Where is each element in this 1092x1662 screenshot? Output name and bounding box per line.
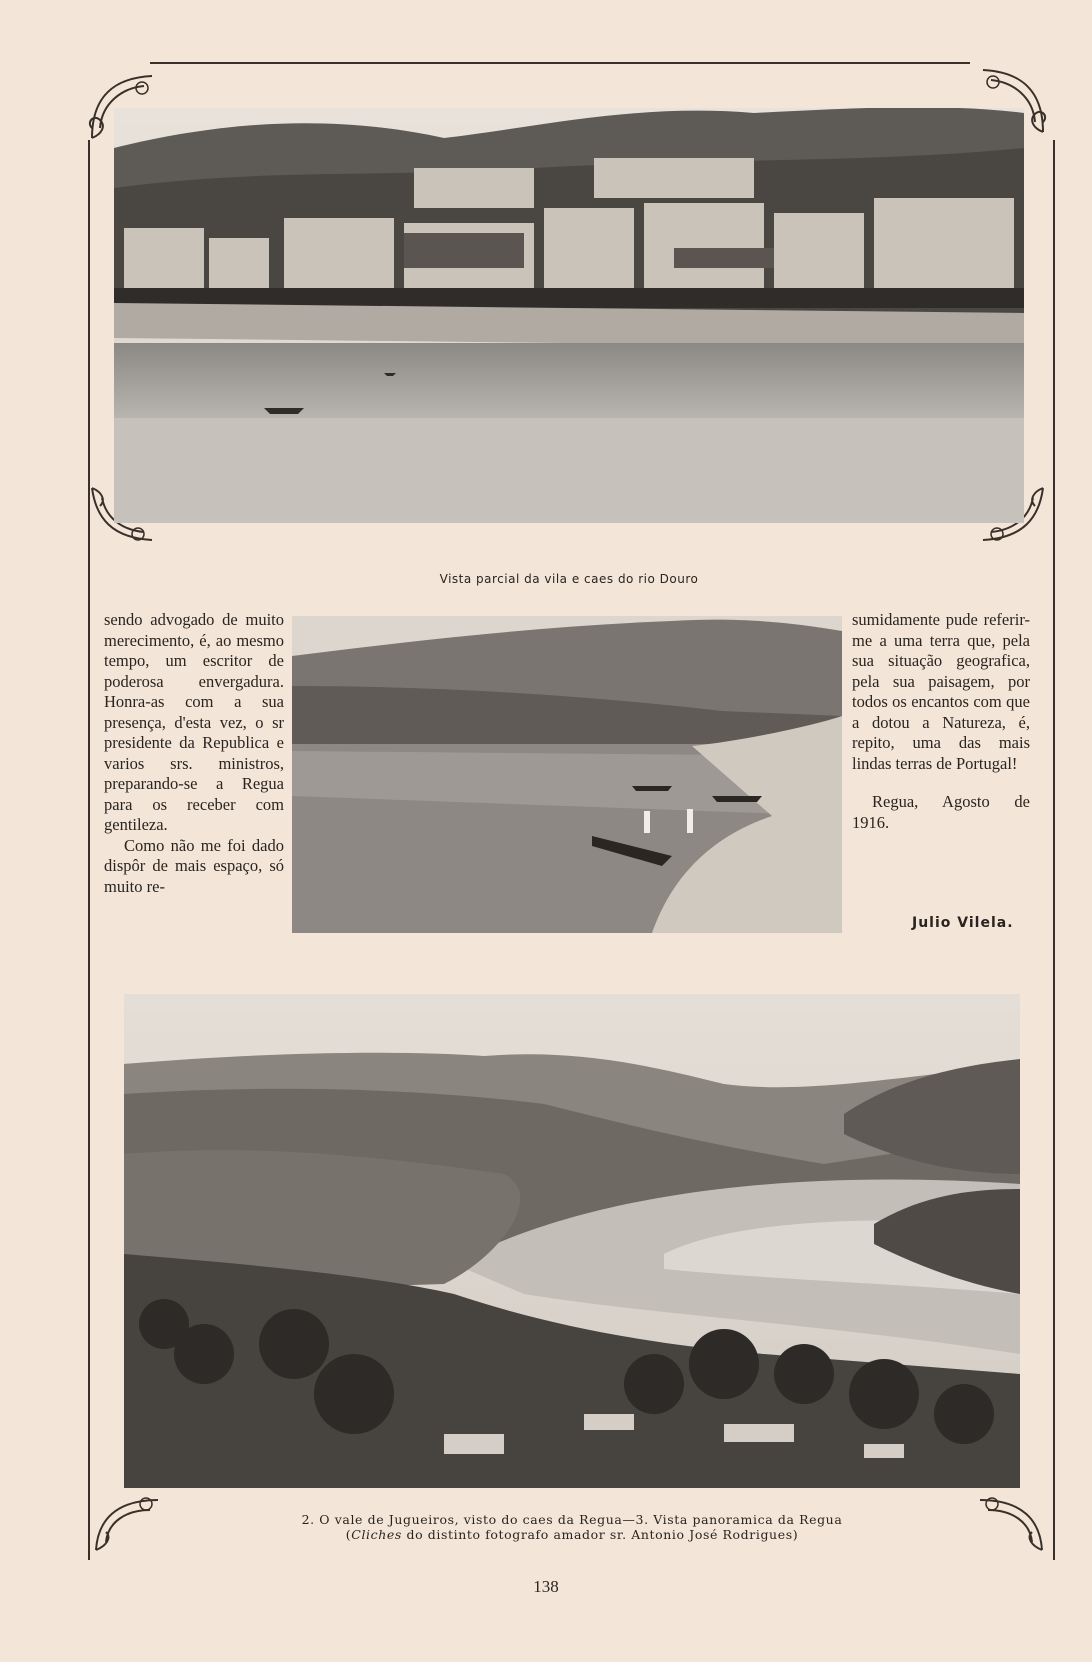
caption-bottom-line-2-rest: do distinto fotografo amador sr. Antonio José Rodrigues) [401,1527,799,1542]
right-paragraph-2: Regua, Agosto de 1916. [852,792,1030,832]
frame-top-line [150,62,970,64]
caption-bottom-line-1: 2. O vale de Jugueiros, visto do caes da Regua—3. Vista panoramica da Regua [301,1512,843,1527]
photo-regua-town-riverfront [114,108,1024,523]
left-paragraph-2: Como não me foi dado dispôr de mais espaço, só muito re- [104,835,284,896]
photo-jugueiros-valley-panorama [124,994,1020,1488]
author-signature: Julio Vilela. [912,915,1014,931]
left-paragraph-1: sendo advogado de muito merecimento, é, ao mesmo tempo, um escritor de poderosa envergadura. Honra-as com a sua presença, d'esta vez, o sr presidente da Republica e varios srs. ministros, preparando-se a Regua para os receber com gentileza. [104,610,284,834]
frame-right-line [1053,140,1055,1560]
caption-bottom-photo [124,1512,1020,1542]
left-text-column [104,610,284,897]
right-text-column [852,610,1030,833]
frame-left-line [88,140,90,1560]
caption-cliches-word: Cliches [351,1527,402,1542]
caption-top-photo: Vista parcial da vila e caes do rio Douro [439,572,699,586]
right-paragraph-1: sumidamente pude referir-me a uma terra que, pela sua situação geografica, pela sua paisagem, por todos os encantos com que a dotou a Natureza, é, repito, uma das mais lindas terras de Portugal! [852,610,1030,773]
caption-bottom-line-2: (Cliches do distinto fotografo amador sr. Antonio José Rodrigues) [345,1527,799,1542]
page-number: 138 [533,1577,559,1596]
photo-river-boats [292,616,842,933]
